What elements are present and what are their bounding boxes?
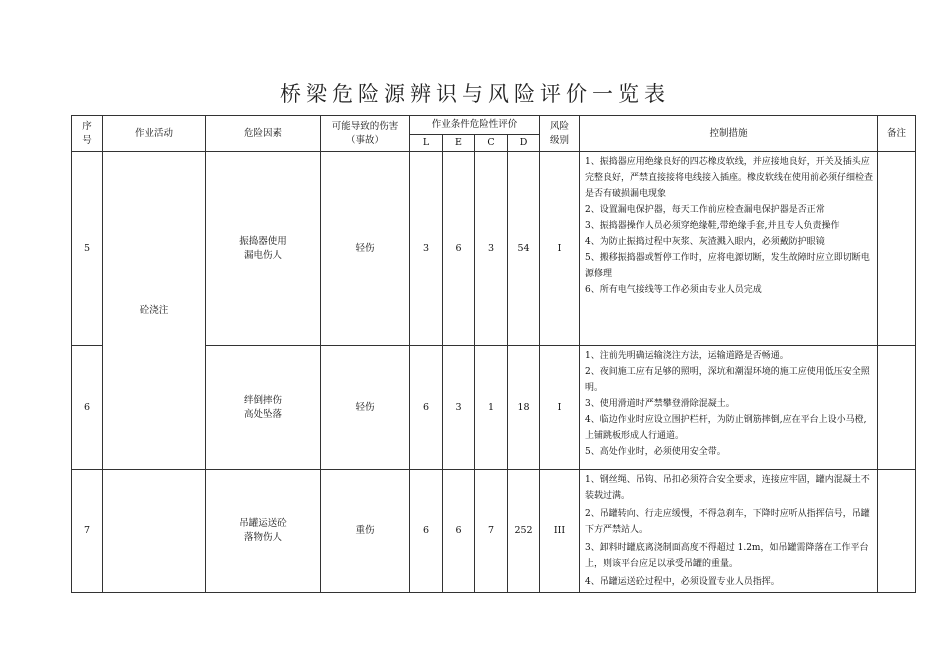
page-title: 桥梁危险源辨识与风险评价一览表 [280,82,670,106]
measures-cell [580,152,878,346]
table-row [72,152,916,346]
activity-cell: 砼浇注 [103,152,206,470]
measure-item: 3、振捣器操作人员必须穿绝缘鞋,带绝缘手套,并且专人负责操作 [585,221,840,231]
header-l: L [410,135,443,152]
d-cell: 252 [508,470,540,593]
l-cell: 6 [410,470,443,593]
measures-cell [580,470,878,593]
header-d: D [508,135,540,152]
measure-item: 2、吊罐转向、行走应缓慢，不得急刹车，下降时应听从指挥信号，吊罐下方严禁站人。 [585,509,870,535]
measure-item: 4、吊罐运送砼过程中，必须设置专业人员指挥。 [585,577,780,587]
l-cell: 6 [410,346,443,470]
remarks-cell [878,152,916,346]
measure-item: 5、搬移振捣器或暂停工作时，应将电源切断，发生故障时应立即切断电源修理 [585,253,870,279]
header-c: C [475,135,508,152]
remarks-cell [878,346,916,470]
measure-item: 3、使用滑道时严禁攀登滑除混凝土。 [585,399,735,409]
risk-cell: I [540,346,580,470]
d-cell: 54 [508,152,540,346]
e-cell: 3 [443,346,475,470]
seq-cell: 5 [72,152,103,346]
e-cell: 6 [443,152,475,346]
header-injury: 可能导致的伤害 （事故） [321,116,410,152]
measure-item: 2、设置漏电保护器，每天工作前应检查漏电保护器是否正常 [585,205,825,215]
header-row-1 [72,116,916,135]
measure-item: 4、临边作业时应设立围护栏杆，为防止钢筋摔倒,应在平台上设小马橙,上铺跳板形成人行通道。 [585,415,867,441]
header-remarks: 备注 [878,116,916,152]
risk-cell: III [540,470,580,593]
injury-cell: 轻伤 [321,346,410,470]
header-activity: 作业活动 [103,116,206,152]
header-hazard: 危险因素 [206,116,321,152]
measure-item: 6、所有电气接线等工作必须由专业人员完成 [585,285,762,295]
measure-item: 4、为防止振捣过程中灰浆、灰渣溅入眼内，必须戴防护眼镜 [585,237,825,247]
seq-cell: 7 [72,470,103,593]
d-cell: 18 [508,346,540,470]
measures-cell [580,346,878,470]
injury-cell: 重伤 [321,470,410,593]
injury-cell: 轻伤 [321,152,410,346]
header-e: E [443,135,475,152]
measure-item: 1、注前先明确运输浇注方法，运输道路是否畅通。 [585,351,789,361]
c-cell: 1 [475,346,508,470]
risk-cell: I [540,152,580,346]
header-risk: 风险 级别 [540,116,580,152]
measure-item: 3、卸料时罐底离浇制面高度不得超过 1.2m，如吊罐需降落在工作平台上，则该平台应足以承受吊罐的重量。 [585,543,869,569]
remarks-cell [878,470,916,593]
risk-table [71,115,916,593]
hazard-cell: 绊倒摔伤 高处坠落 [206,346,321,470]
header-seq: 序 号 [72,116,103,152]
table-row [72,470,916,593]
seq-cell: 6 [72,346,103,470]
c-cell: 3 [475,152,508,346]
header-measures: 控制措施 [580,116,878,152]
e-cell: 6 [443,470,475,593]
c-cell: 7 [475,470,508,593]
hazard-cell: 吊罐运送砼 落物伤人 [206,470,321,593]
l-cell: 3 [410,152,443,346]
hazard-cell: 振捣器使用 漏电伤人 [206,152,321,346]
measure-item: 2、夜间施工应有足够的照明，深坑和潮湿环境的施工应使用低压安全照明。 [585,367,870,393]
measure-item: 1、振捣器应用绝缘良好的四芯橡皮软线，并应接地良好，开关及插头应完整良好，严禁直接接将电线接入插座。橡皮软线在使用前必须仔细检查是否有破损漏电现象 [585,157,874,199]
measure-item: 1、钢丝绳、吊钩、吊扣必须符合安全要求，连接应牢固，罐内混凝土不装载过满。 [585,475,870,501]
activity-cell-empty [103,470,206,593]
measure-item: 5、高处作业时，必须使用安全带。 [585,447,726,457]
header-evaluation: 作业条件危险性评价 [410,116,540,135]
